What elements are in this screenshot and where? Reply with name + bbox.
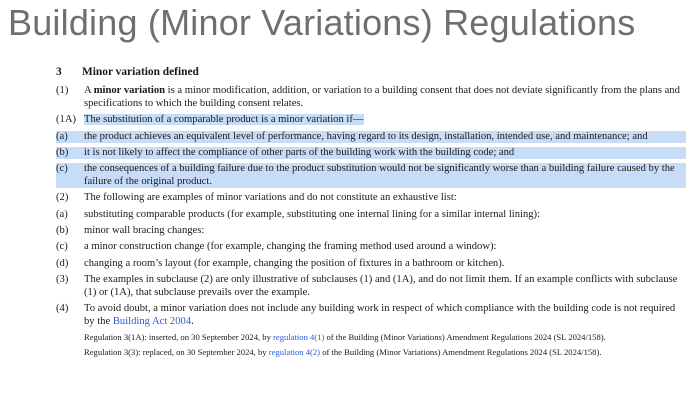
history-note-1: [84, 332, 686, 343]
note-text: Regulation 3(1A): inserted, on 30 September 2024, by: [84, 331, 274, 342]
paragraph-text: it is not likely to affect the compliance of other parts of the building work with the building code; and: [84, 147, 686, 159]
clause-2-d: [56, 258, 686, 270]
paragraph-text: changing a room’s layout (for example, changing the position of fixtures in a bathroom or kitchen).: [84, 257, 505, 269]
clause-text: The following are examples of minor variations and do not constitute an exhaustive list:: [84, 192, 457, 204]
clause-label: (1): [56, 85, 69, 97]
clause-text-post: .: [191, 315, 194, 327]
clause-text-pre: To avoid doubt, a minor variation does not include any building work in respect of which compliance with the building code is not required by the: [84, 303, 676, 327]
building-act-link[interactable]: Building Act 2004: [112, 315, 192, 327]
regulation-4-1-link[interactable]: regulation 4(1): [273, 331, 325, 342]
paragraph-text: a minor construction change (for example, changing the framing method used around a window):: [84, 241, 497, 253]
clause-text-post: is a minor modification, addition, or variation to a building consent that does not deviate significantly from the plans and specifications to which the building consent relates.: [84, 85, 680, 109]
paragraph-label: (b): [56, 225, 69, 237]
page-title: Building (Minor Variations) Regulations: [8, 2, 636, 43]
paragraph-label: (a): [56, 131, 84, 143]
clause-1a: [56, 114, 686, 126]
paragraph-label: (c): [56, 241, 68, 253]
history-note-2: [84, 347, 686, 358]
paragraph-label: (a): [56, 208, 68, 220]
clause-4: [56, 303, 686, 328]
paragraph-text: substituting comparable products (for example, substituting one internal lining for a similar internal lining):: [84, 208, 541, 220]
clause-3: [56, 274, 686, 299]
clause-2-c: [56, 241, 686, 253]
paragraph-label: (b): [56, 147, 84, 159]
section-number: 3: [56, 66, 62, 78]
clause-label: (3): [56, 274, 69, 286]
clause-label: (2): [56, 192, 69, 204]
clause-text: [84, 303, 686, 328]
clause-text: The substitution of a comparable product is a minor variation if—: [84, 114, 364, 126]
clause-label: (4): [56, 303, 69, 315]
section-title: Minor variation defined: [82, 66, 199, 78]
clause-2-b: [56, 225, 686, 237]
paragraph-text: minor wall bracing changes:: [84, 225, 205, 237]
note-text: of the Building (Minor Variations) Amendment Regulations 2024 (SL 2024/158).: [320, 346, 602, 357]
regulation-document: [56, 66, 686, 361]
paragraph-text: the consequences of a building failure due to the product substitution would not be significantly worse than a building failure caused by the failure of the original product.: [84, 163, 686, 188]
clause-1a-b: [56, 147, 686, 159]
clause-label: (1A): [56, 114, 77, 126]
paragraph-label: (d): [56, 257, 69, 269]
clause-2: [56, 192, 686, 204]
clause-2-a: [56, 209, 686, 221]
regulation-4-2-link[interactable]: regulation 4(2): [268, 346, 321, 357]
defined-term: minor variation: [93, 85, 166, 97]
clause-1: [56, 85, 686, 110]
clause-text: The examples in subclause (2) are only illustrative of subclauses (1) and (1A), and do not limit them. If an example conflicts with subclause (1) or (1A), that subclause prevails over the example.: [84, 274, 678, 298]
paragraph-label: (c): [56, 163, 84, 188]
section-heading: [56, 66, 686, 78]
clause-1a-c: [56, 163, 686, 188]
note-text: Regulation 3(3): replaced, on 30 September 2024, by: [84, 346, 269, 357]
paragraph-text: the product achieves an equivalent level of performance, having regard to its design, installation, intended use, and maintenance; and: [84, 131, 686, 143]
clause-text: [84, 85, 686, 110]
clause-text-pre: A: [84, 85, 94, 97]
clause-1a-a: [56, 131, 686, 143]
note-text: of the Building (Minor Variations) Amendment Regulations 2024 (SL 2024/158).: [324, 331, 606, 342]
